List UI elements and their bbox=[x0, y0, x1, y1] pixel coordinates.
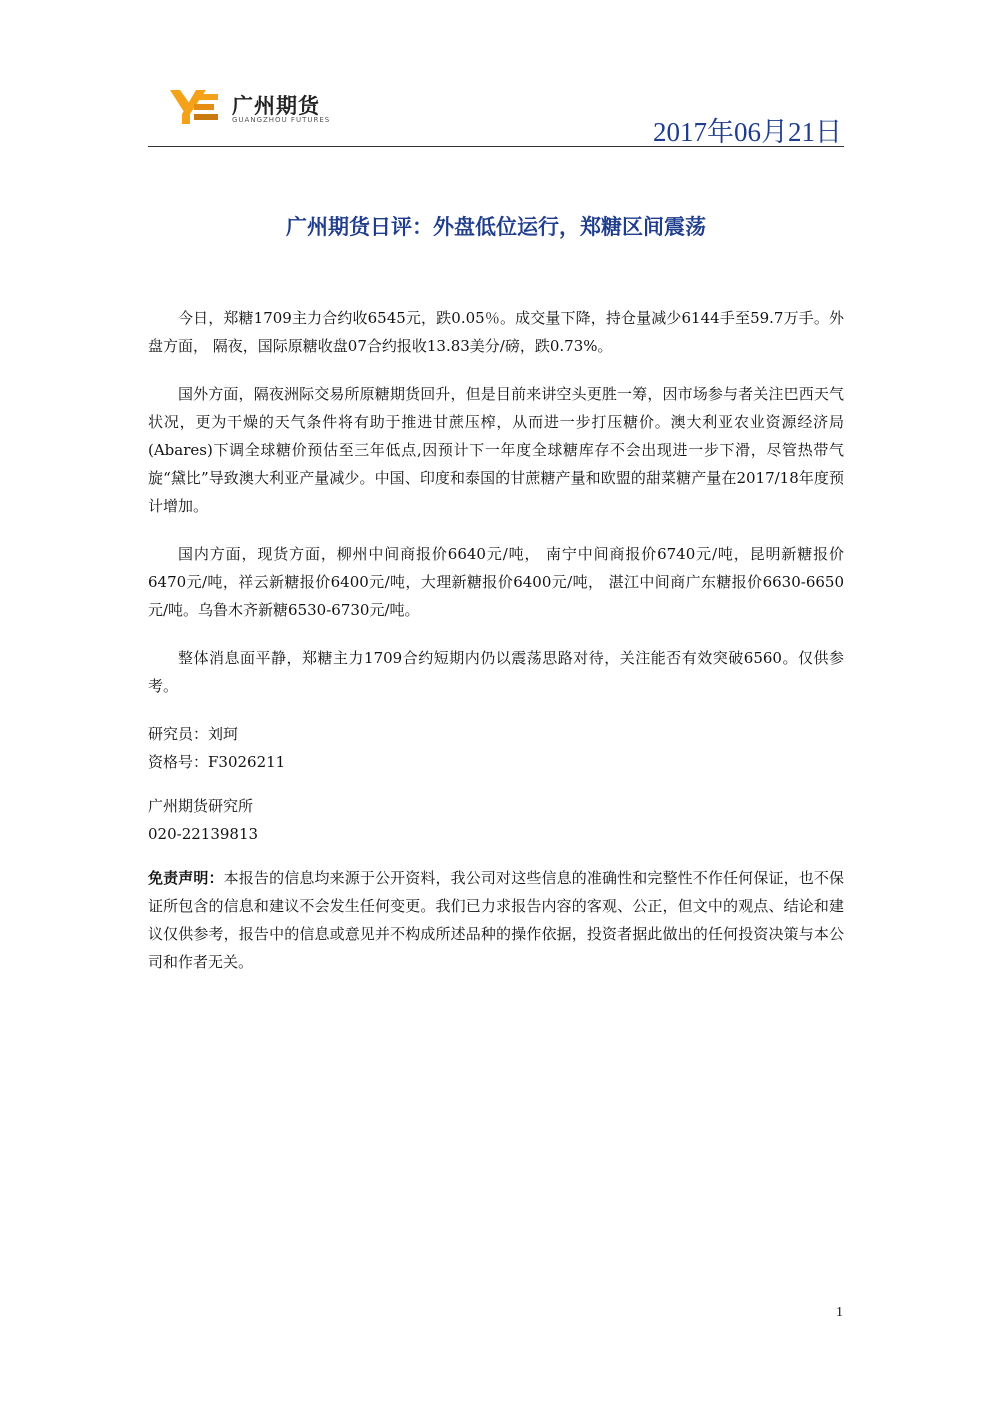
institute-phone: 020-22139813 bbox=[148, 825, 259, 843]
disclaimer-label: 免责声明： bbox=[148, 869, 224, 887]
header-divider bbox=[148, 146, 844, 147]
report-body bbox=[148, 304, 844, 976]
paragraph-outlook: 整体消息面平静，郑糖主力1709合约短期内仍以震荡思路对待，关注能否有效突破6560。仅供参考。 bbox=[148, 649, 844, 695]
report-title: 广州期货日评：外盘低位运行，郑糖区间震荡 bbox=[286, 215, 706, 239]
researcher-info bbox=[148, 720, 844, 776]
disclaimer-text: 本报告的信息均来源于公开资料，我公司对这些信息的准确性和完整性不作任何保证，也不保证所包含的信息和建议不会发生任何变更。我们已力求报告内容的客观、公正，但文中的观点、结论和建议仅供参考，报告中的信息或意见并不构成所述品种的操作依据，投资者据此做出的任何投资决策与本公司和作者无关。 bbox=[148, 869, 844, 971]
researcher-license: 资格号：F3026211 bbox=[148, 753, 286, 771]
company-logo bbox=[170, 88, 360, 132]
report-date: 2017年06月21日 bbox=[653, 117, 842, 147]
logo-english-name: GUANGZHOU FUTURES bbox=[232, 116, 331, 124]
paragraph-international: 国外方面，隔夜洲际交易所原糖期货回升，但是目前来讲空头更胜一筹，因市场参与者关注巴西天气状况，更为干燥的天气条件将有助于推进甘蔗压榨，从而进一步打压糖价。澳大利亚农业资源经济局(Abares)下调全球糖价预估至三年低点,因预计下一年度全球糖库存不会出现进一步下滑，尽管热带气旋“黛比”导致澳大利亚产量减少。中国、印度和泰国的甘蔗糖产量和欧盟的甜菜糖产量在2017/18年度预计增加。 bbox=[148, 385, 844, 515]
logo-chinese-name: 广州期货 bbox=[232, 94, 320, 118]
researcher-name: 研究员：刘珂 bbox=[148, 725, 239, 743]
page-number: 1 bbox=[836, 1305, 843, 1320]
logo-mark-icon bbox=[170, 88, 222, 126]
institute-info bbox=[148, 792, 844, 848]
institute-name: 广州期货研究所 bbox=[148, 797, 254, 815]
paragraph-domestic: 国内方面，现货方面，柳州中间商报价6640元/吨， 南宁中间商报价6740元/吨，昆明新糖报价6470元/吨，祥云新糖报价6400元/吨，大理新糖报价6400元/吨， 湛江中间商广东糖报价6630-6650元/吨。乌鲁木齐新糖6530-6730元/吨。 bbox=[148, 545, 844, 619]
paragraph-market-summary: 今日，郑糖1709主力合约收6545元，跌0.05％。成交量下降，持仓量减少6144手至59.7万手。外盘方面， 隔夜，国际原糖收盘07合约报收13.83美分/磅，跌0.73%。 bbox=[148, 309, 844, 355]
disclaimer bbox=[148, 864, 844, 976]
